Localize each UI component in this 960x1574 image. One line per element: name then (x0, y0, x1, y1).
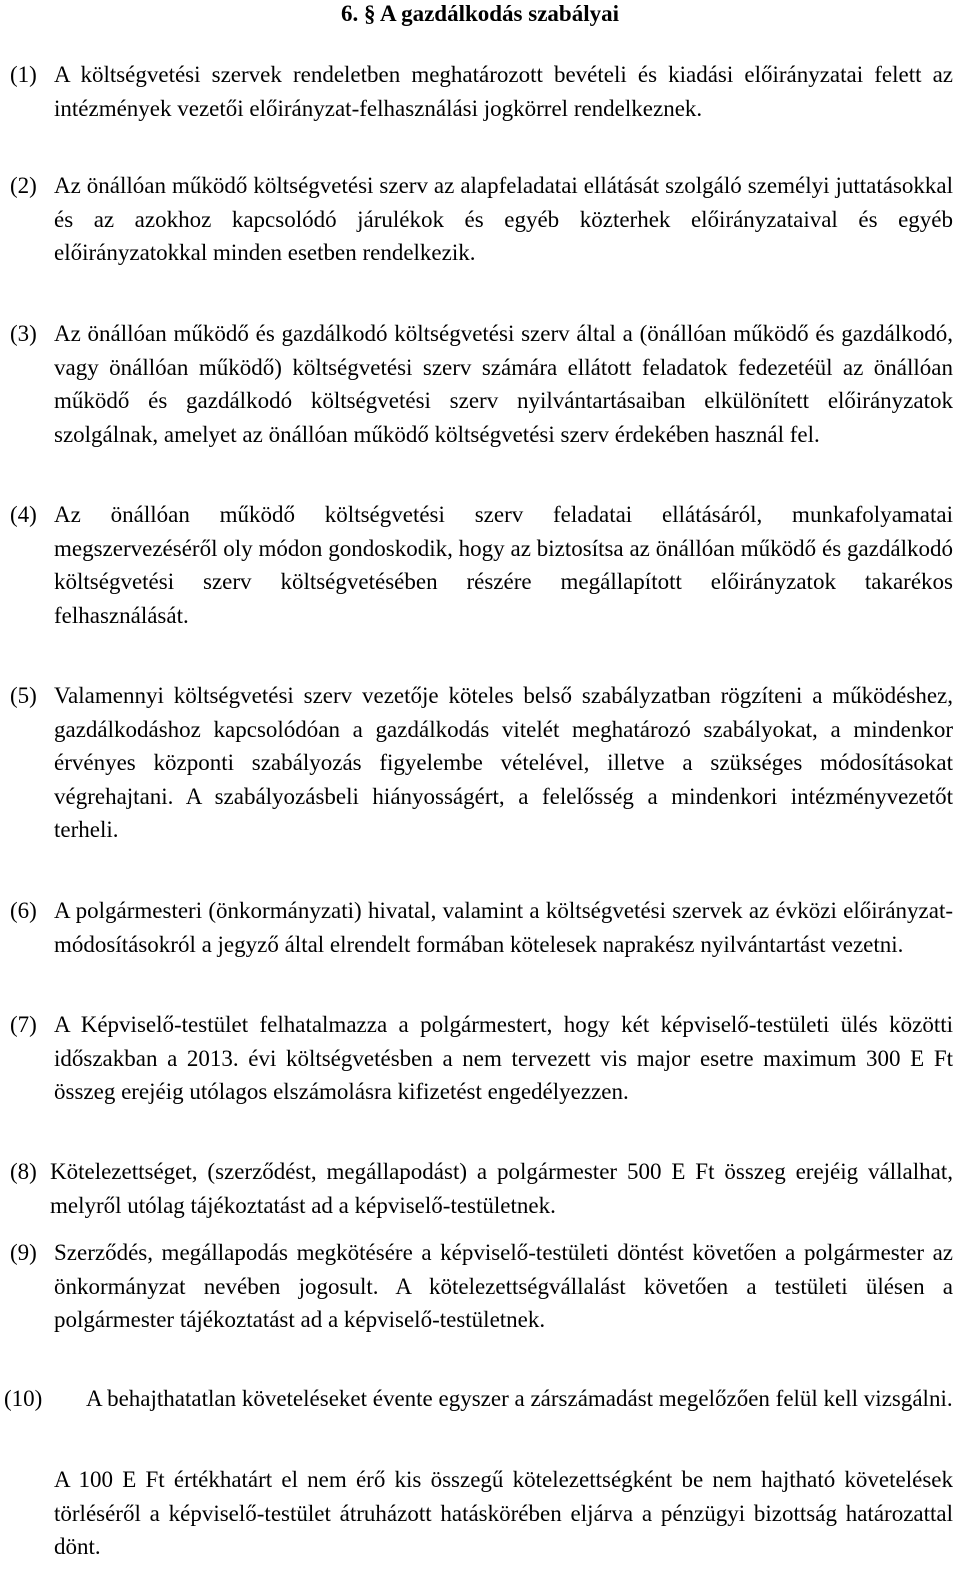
paragraph-number: (4) (10, 502, 37, 527)
paragraph-text: A költségvetési szervek rendeletben meghatározott bevételi és kiadási előirányzatai felett az intézmények vezetői előirányzat-felhasználási jogkörrel rendelkeznek. (54, 62, 953, 121)
section-title: 6. § A gazdálkodás szabályai (341, 1, 619, 26)
paragraph-10-continuation (10, 1463, 953, 1564)
paragraph-text: Szerződés, megállapodás megkötésére a képviselő-testületi döntést követően a polgármester az önkormányzat nevében jogosult. A kötelezettségvállalást követően a testületi ülésen a polgármester tájékoztatást ad a képviselő-testületnek. (54, 1240, 953, 1332)
paragraph-number: (9) (10, 1240, 37, 1265)
paragraph-text: A polgármesteri (önkormányzati) hivatal, valamint a költségvetési szervek az évközi előirányzat-módosításokról a jegyző által elrendelt formában kötelesek naprakész nyilvántartást vezetni. (54, 898, 953, 957)
paragraph-number: (3) (10, 321, 37, 346)
paragraph-2 (10, 169, 953, 270)
paragraph-number: (2) (10, 173, 37, 198)
paragraph-6 (10, 894, 953, 961)
paragraph-7 (10, 1008, 953, 1109)
paragraph-number: (8) (10, 1159, 37, 1184)
paragraph-9 (10, 1236, 953, 1337)
paragraph-text: Kötelezettséget, (szerződést, megállapodást) a polgármester 500 E Ft összeg erejéig vállalhat, melyről utólag tájékoztatást ad a képviselő-testületnek. (50, 1159, 953, 1218)
paragraph-text: A 100 E Ft értékhatárt el nem érő kis összegű kötelezettségként be nem hajtható követelések törléséről a képviselő-testület átruházott hatáskörében eljárva a pénzügyi bizottság határozattal dönt. (54, 1467, 953, 1559)
paragraph-text: Valamennyi költségvetési szerv vezetője köteles belső szabályzatban rögzíteni a működéshez, gazdálkodáshoz kapcsolódóan a gazdálkodás vitelét meghatározó szabályokat, a mindenkor érvényes központi szabályozás figyelembe vételével, illetve a szükséges módosításokat végrehajtani. A szabályozásbeli hiányosságért, a felelősség a mindenkori intézményvezetőt terheli. (54, 683, 953, 842)
paragraph-5 (10, 679, 953, 847)
paragraph-text: Az önállóan működő és gazdálkodó költségvetési szerv által a (önállóan működő és gazdálkodó, vagy önállóan működő) költségvetési szerv számára ellátott feladatok fedezetéül az önállóan működő és gazdálkodó költségvetési szerv nyilvántartásaiban elkülönített előirányzatok szolgálnak, amelyet az önállóan működő költségvetési szerv érdekében használ fel. (54, 321, 953, 447)
paragraph-text: A behajthatatlan követeléseket évente egyszer a zárszámadást megelőzően felül kell vizsgálni. (86, 1386, 953, 1411)
paragraph-number: (6) (10, 898, 37, 923)
paragraph-text: Az önállóan működő költségvetési szerv feladatai ellátásáról, munkafolyamatai megszervezéséről oly módon gondoskodik, hogy az biztosítsa az önállóan működő és gazdálkodó költségvetési szerv költségvetésében részére megállapított előirányzatok takarékos felhasználását. (54, 502, 953, 628)
paragraph-1 (10, 58, 953, 125)
paragraph-10 (4, 1382, 953, 1416)
paragraph-number: (7) (10, 1012, 37, 1037)
paragraph-number: (5) (10, 683, 37, 708)
paragraph-text: A Képviselő-testület felhatalmazza a polgármestert, hogy két képviselő-testületi ülés közötti időszakban a 2013. évi költségvetésben a nem tervezett vis major esetre maximum 300 E Ft összeg erejéig utólagos elszámolásra kifizetést engedélyezzen. (54, 1012, 953, 1104)
paragraph-8 (10, 1155, 953, 1222)
paragraph-3 (10, 317, 953, 451)
paragraph-number: (1) (10, 62, 37, 87)
paragraph-text: Az önállóan működő költségvetési szerv az alapfeladatai ellátását szolgáló személyi juttatásokkal és az azokhoz kapcsolódó járulékok és egyéb közterhek előirányzataival és egyéb előirányzatokkal minden esetben rendelkezik. (54, 173, 953, 265)
paragraph-4 (10, 498, 953, 632)
paragraph-number: (10) (4, 1386, 43, 1411)
